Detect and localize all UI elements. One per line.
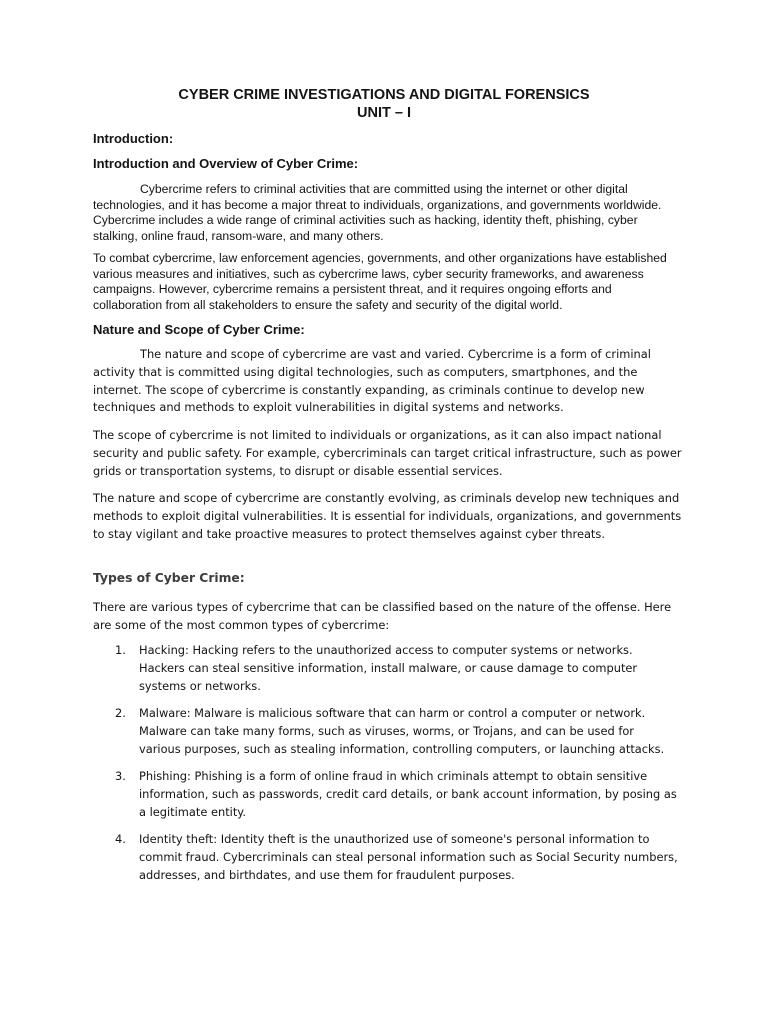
introduction-heading: Introduction: [93,131,174,146]
list-item-number: 1. [115,643,126,657]
nature-paragraph: The nature and scope of cybercrime are constantly evolving, as criminals develop new techniques and methods to exploit digital vulnerabilities. It is essential for individuals, organizations, and governments to stay vigilant and take proactive measures to protect themselves against cyber threats. [93,491,682,541]
overview-paragraph: To combat cybercrime, law enforcement agencies, governments, and other organizations have established various measures and initiatives, such as cybercrime laws, cyber security frameworks, and awareness campaigns. However, cybercrime remains a persistent threat, and it requires ongoing efforts and collaboration from all stakeholders to ensure the safety and security of the digital world. [93,251,667,312]
list-item-text: Phishing: Phishing is a form of online fraud in which criminals attempt to obtain sensitive information, such as passwords, credit card details, or bank account information, by posing as a legitimate entity. [139,769,677,819]
list-item-number: 2. [115,706,126,720]
list-item-text: Hacking: Hacking refers to the unauthorized access to computer systems or networks. Hackers can steal sensitive information, install malware, or cause damage to computer systems or networks. [139,643,638,693]
nature-paragraph: The nature and scope of cybercrime are vast and varied. Cybercrime is a form of criminal activity that is committed using digital technologies, such as computers, smartphones, and the internet. The scope of cybercrime is constantly expanding, as criminals continue to develop new techniques and methods to exploit vulnerabilities in digital systems and networks. [93,347,651,415]
unit-title: UNIT – I [357,105,411,121]
overview-heading: Introduction and Overview of Cyber Crime: [93,156,359,171]
list-item-number: 4. [115,832,126,846]
nature-paragraph: The scope of cybercrime is not limited to individuals or organizations, as it can also impact national security and public safety. For example, cybercriminals can target critical infrastructure, such as power grids or transportation systems, to disrupt or disable essential services. [93,428,682,478]
overview-paragraph: Cybercrime refers to criminal activities that are committed using the internet or other digital technologies, and it has become a major threat to individuals, organizations, and governments worldwide. Cybercrime includes a wide range of criminal activities such as hacking, identity theft, phishing, cyber stalking, online fraud, ransom-ware, and many others. [93,182,662,243]
list-item-number: 3. [115,769,126,783]
nature-scope-heading: Nature and Scope of Cyber Crime: [93,322,305,337]
document-title: CYBER CRIME INVESTIGATIONS AND DIGITAL FORENSICS [178,87,590,103]
types-heading: Types of Cyber Crime: [93,571,245,585]
list-item-text: Identity theft: Identity theft is the unauthorized use of someone's personal information to commit fraud. Cybercriminals can steal personal information such as Social Security numbers, addresses, and birthdates, and use them for fraudulent purposes. [139,832,678,882]
list-item-text: Malware: Malware is malicious software that can harm or control a computer or network. Malware can take many forms, such as viruses, worms, or Trojans, and can be used for various purposes, such as stealing information, controlling computers, or launching attacks. [139,706,665,756]
types-intro-paragraph: There are various types of cybercrime that can be classified based on the nature of the offense. Here are some of the most common types of cybercrime: [93,600,672,632]
